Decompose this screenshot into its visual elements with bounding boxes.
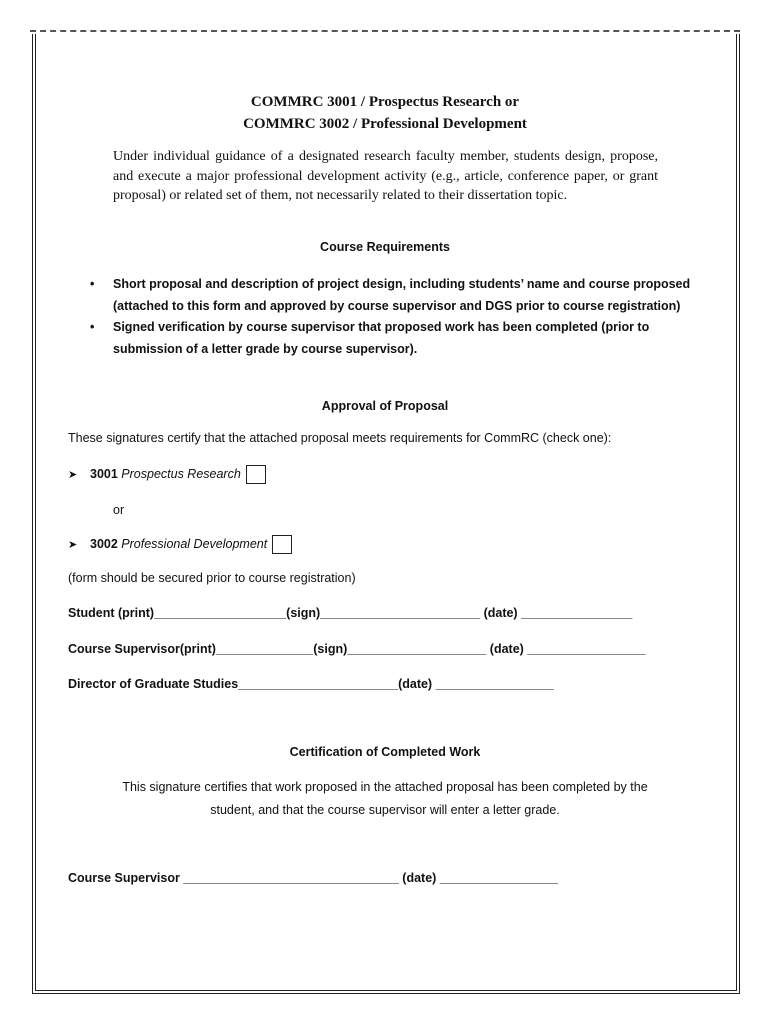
option-3002 bbox=[68, 531, 292, 558]
list-item bbox=[90, 274, 703, 317]
dgs-signature-line[interactable]: Director of Graduate Studies_______________________(date) _________________ bbox=[68, 677, 554, 691]
certification-heading: Certification of Completed Work bbox=[289, 745, 481, 759]
option-code: 3001 bbox=[90, 467, 118, 481]
option-3001 bbox=[68, 461, 266, 488]
course-title-line2: COMMRC 3002 / Professional Development bbox=[243, 116, 527, 132]
requirements-list bbox=[90, 274, 703, 360]
option-code: 3002 bbox=[90, 537, 118, 551]
requirement-text: Signed verification by course supervisor that proposed work has been completed (prior to submission of a letter grade by course supervisor). bbox=[113, 320, 650, 356]
list-item bbox=[90, 317, 703, 360]
registration-note: (form should be secured prior to course registration) bbox=[68, 571, 356, 585]
bullet-icon: • bbox=[90, 277, 95, 291]
bullet-icon: • bbox=[90, 320, 95, 334]
option-name: Prospectus Research bbox=[121, 467, 241, 481]
professional-development-checkbox[interactable] bbox=[272, 535, 292, 554]
course-title-line1: COMMRC 3001 / Prospectus Research or bbox=[250, 94, 520, 110]
approval-heading: Approval of Proposal bbox=[321, 399, 449, 413]
option-name: Professional Development bbox=[121, 537, 268, 551]
course-requirements-heading: Course Requirements bbox=[320, 240, 450, 254]
certification-text-line2: student, and that the course supervisor will enter a letter grade. bbox=[210, 803, 560, 817]
top-dashed-border bbox=[30, 30, 740, 32]
course-description: Under individual guidance of a designated research faculty member, students design, propose, and execute a major professional development activity (e.g., article, conference paper, or grant proposal) or related set of them, not necessarily related to their dissertation topic. bbox=[113, 149, 658, 203]
certification-text-line1: This signature certifies that work proposed in the attached proposal has been completed by the bbox=[122, 780, 648, 794]
student-signature-line[interactable]: Student (print)___________________(sign)_______________________ (date) ________________ bbox=[68, 606, 633, 620]
arrow-bullet-icon: ➤ bbox=[68, 469, 78, 481]
approval-statement: These signatures certify that the attached proposal meets requirements for CommRC (check one): bbox=[68, 431, 612, 445]
requirement-text: Short proposal and description of project design, including students’ name and course proposed (attached to this form and approved by course supervisor and DGS prior to course registration) bbox=[113, 277, 691, 313]
prospectus-research-checkbox[interactable] bbox=[246, 465, 266, 484]
supervisor-signature-line[interactable]: Course Supervisor(print)______________(sign)____________________ (date) _________________ bbox=[68, 642, 646, 656]
arrow-bullet-icon: ➤ bbox=[68, 539, 78, 551]
or-label: or bbox=[113, 503, 125, 517]
certification-supervisor-signature-line[interactable]: Course Supervisor _______________________________ (date) _________________ bbox=[68, 871, 558, 885]
